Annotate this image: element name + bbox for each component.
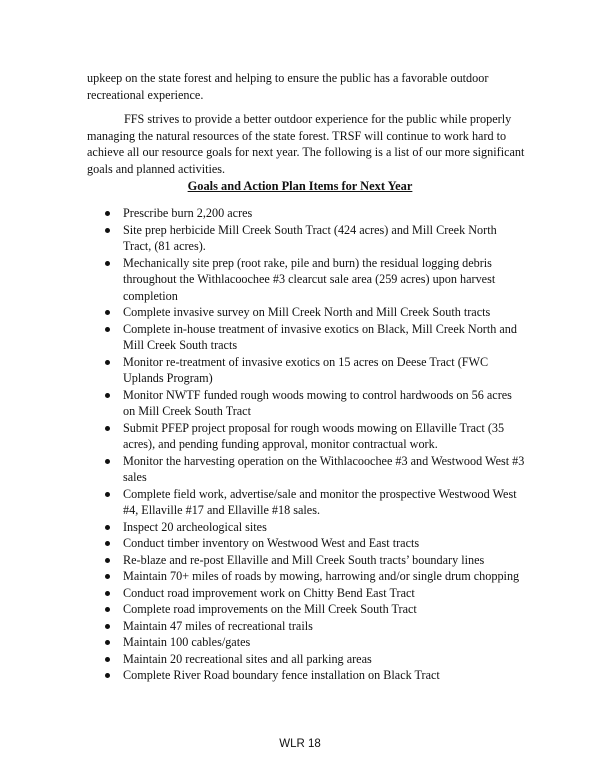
list-item	[87, 321, 527, 354]
bullet-icon	[105, 310, 110, 315]
list-item-text: Mechanically site prep (root rake, pile and burn) the residual logging debris throughout the Withlacoochee #3 clearcut sale area (259 acres) upon harvest completion	[123, 255, 496, 303]
list-item-text: Submit PFEP project proposal for rough woods mowing on Ellaville Tract (35 acres), and pending funding approval, monitor contractual work.	[123, 420, 505, 451]
goals-list	[87, 205, 527, 684]
bullet-icon	[105, 426, 110, 431]
list-item-text: Prescribe burn 2,200 acres	[123, 206, 253, 220]
bullet-icon	[105, 541, 110, 546]
list-item-text: Inspect 20 archeological sites	[123, 519, 267, 534]
list-item-text: Conduct timber inventory on Westwood West and East tracts	[123, 536, 420, 550]
list-item-text: Maintain 47 miles of recreational trails	[123, 618, 313, 633]
bullet-icon	[105, 393, 110, 398]
list-item	[87, 667, 527, 684]
list-item	[87, 634, 527, 651]
list-item	[87, 453, 527, 486]
list-item-text: Complete in-house treatment of invasive exotics on Black, Mill Creek North and Mill Creek South tracts	[123, 321, 517, 352]
list-item-text: Site prep herbicide Mill Creek South Tract (424 acres) and Mill Creek North Tract, (81 acres).	[123, 222, 497, 253]
list-item	[87, 420, 527, 453]
list-item-text: Monitor the harvesting operation on the Withlacoochee #3 and Westwood West #3 sales	[123, 453, 525, 484]
list-item	[87, 601, 527, 618]
list-item-text: Maintain 70+ miles of roads by mowing, harrowing and/or single drum chopping	[123, 569, 520, 583]
list-item-text: Complete field work, advertise/sale and monitor the prospective Westwood West #4, Ellaville #17 and Ellaville #18 sales.	[123, 486, 517, 517]
list-item	[87, 354, 527, 387]
list-item	[87, 552, 527, 569]
list-item-text: Complete River Road boundary fence installation on Black Tract	[123, 668, 440, 682]
list-item-text: Monitor re-treatment of invasive exotics on 15 acres on Deese Tract (FWC Uplands Program)	[123, 354, 489, 385]
bullet-icon	[105, 211, 110, 216]
bullet-icon	[105, 591, 110, 596]
bullet-icon	[105, 558, 110, 563]
list-item	[87, 585, 527, 602]
list-item	[87, 304, 527, 321]
bullet-icon	[105, 459, 110, 464]
section-heading: Goals and Action Plan Items for Next Year	[187, 179, 413, 193]
bullet-icon	[105, 327, 110, 332]
list-item	[87, 618, 527, 635]
bullet-icon	[105, 228, 110, 233]
bullet-icon	[105, 525, 110, 530]
intro-paragraph-continuation: upkeep on the state forest and helping to ensure the public has a favorable outdoor recreational experience.	[87, 71, 489, 102]
bullet-icon	[105, 574, 110, 579]
list-item	[87, 255, 527, 305]
list-item	[87, 387, 527, 420]
list-item	[87, 535, 527, 552]
list-item-text: Conduct road improvement work on Chitty Bend East Tract	[123, 585, 415, 600]
list-item-text: Maintain 100 cables/gates	[123, 635, 251, 649]
list-item	[87, 519, 527, 536]
list-item	[87, 486, 527, 519]
list-item-text: Maintain 20 recreational sites and all parking areas	[123, 651, 372, 666]
bullet-icon	[105, 360, 110, 365]
list-item-text: Complete invasive survey on Mill Creek North and Mill Creek South tracts	[123, 305, 491, 319]
bullet-icon	[105, 657, 110, 662]
bullet-icon	[105, 261, 110, 266]
list-item-text: Complete road improvements on the Mill Creek South Tract	[123, 602, 417, 616]
intro-paragraph: FFS strives to provide a better outdoor experience for the public while properly managing the natural resources of the state forest. TRSF will continue to work hard to achieve all our resource goals for next year. The following is a list of our more significant goals and planned activities.	[87, 112, 525, 176]
list-item-text: Monitor NWTF funded rough woods mowing to control hardwoods on 56 acres on Mill Creek South Tract	[123, 387, 512, 418]
list-item	[87, 651, 527, 668]
list-item	[87, 222, 527, 255]
bullet-icon	[105, 492, 110, 497]
page-footer: WLR 18	[279, 738, 321, 750]
bullet-icon	[105, 607, 110, 612]
list-item-text: Re-blaze and re-post Ellaville and Mill Creek South tracts’ boundary lines	[123, 552, 485, 567]
bullet-icon	[105, 673, 110, 678]
list-item	[87, 205, 527, 222]
list-item	[87, 568, 527, 585]
bullet-icon	[105, 640, 110, 645]
bullet-icon	[105, 624, 110, 629]
